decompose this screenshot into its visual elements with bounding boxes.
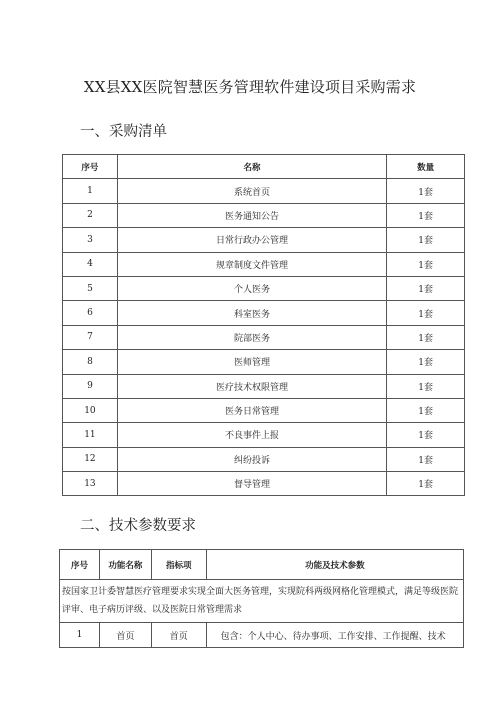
table-row bbox=[63, 325, 465, 349]
header-index: 序号 bbox=[63, 155, 118, 179]
cell-quantity: 1套 bbox=[387, 252, 465, 276]
header-quantity: 数量 bbox=[387, 155, 465, 179]
cell-quantity: 1套 bbox=[387, 374, 465, 398]
cell-quantity: 1套 bbox=[387, 350, 465, 374]
table-row bbox=[63, 423, 465, 447]
table-row bbox=[63, 398, 465, 422]
cell-index: 3 bbox=[63, 228, 118, 252]
cell-name: 医疗技术权限管理 bbox=[117, 374, 386, 398]
cell-index: 8 bbox=[63, 350, 118, 374]
cell-name: 院部医务 bbox=[117, 325, 386, 349]
cell-index: 5 bbox=[63, 276, 118, 300]
header-indicator: 指标项 bbox=[151, 550, 206, 580]
cell-index: 10 bbox=[63, 398, 118, 422]
cell-function-spec: 包含：个人中心、待办事项、工作安排、工作提醒、技术 bbox=[206, 623, 463, 648]
cell-name: 纠纷投诉 bbox=[117, 447, 386, 471]
header-index: 序号 bbox=[60, 550, 100, 580]
technical-params-table bbox=[59, 549, 464, 648]
cell-quantity: 1套 bbox=[387, 447, 465, 471]
cell-name: 医师管理 bbox=[117, 350, 386, 374]
cell-name: 不良事件上报 bbox=[117, 423, 386, 447]
cell-quantity: 1套 bbox=[387, 301, 465, 325]
table-row bbox=[63, 374, 465, 398]
section-heading-technical-params: 二、技术参数要求 bbox=[80, 518, 196, 534]
section-heading-procurement-list: 一、采购清单 bbox=[80, 124, 167, 140]
cell-index: 9 bbox=[63, 374, 118, 398]
cell-index: 12 bbox=[63, 447, 118, 471]
cell-index: 1 bbox=[63, 179, 118, 203]
cell-name: 医务通知公告 bbox=[117, 203, 386, 227]
document-title: XX县XX医院智慧医务管理软件建设项目采购需求 bbox=[83, 78, 417, 96]
cell-index: 6 bbox=[63, 301, 118, 325]
cell-name: 系统首页 bbox=[117, 179, 386, 203]
table-row bbox=[60, 623, 464, 648]
table-row bbox=[60, 580, 464, 623]
cell-function-name: 首页 bbox=[99, 623, 151, 648]
table-row bbox=[63, 228, 465, 252]
cell-index: 1 bbox=[60, 623, 100, 648]
cell-index: 4 bbox=[63, 252, 118, 276]
header-function-spec: 功能及技术参数 bbox=[206, 550, 463, 580]
cell-quantity: 1套 bbox=[387, 179, 465, 203]
cell-name: 督导管理 bbox=[117, 472, 386, 496]
cell-index: 13 bbox=[63, 472, 118, 496]
header-function-name: 功能名称 bbox=[99, 550, 151, 580]
cell-index: 11 bbox=[63, 423, 118, 447]
cell-quantity: 1套 bbox=[387, 228, 465, 252]
table-row bbox=[63, 252, 465, 276]
cell-name: 医务日常管理 bbox=[117, 398, 386, 422]
header-name: 名称 bbox=[117, 155, 386, 179]
cell-quantity: 1套 bbox=[387, 472, 465, 496]
table-row bbox=[63, 179, 465, 203]
requirement-description: 按国家卫计委智慧医疗管理要求实现全面大医务管理，实现院科两级网格化管理模式，满足等级医院评审、电子病历评级、以及医院日常管理需求 bbox=[60, 580, 464, 623]
table-row bbox=[63, 472, 465, 496]
procurement-list-table bbox=[62, 154, 465, 496]
cell-name: 个人医务 bbox=[117, 276, 386, 300]
cell-quantity: 1套 bbox=[387, 398, 465, 422]
table-row bbox=[63, 301, 465, 325]
cell-index: 2 bbox=[63, 203, 118, 227]
cell-quantity: 1套 bbox=[387, 276, 465, 300]
table-header-row bbox=[60, 550, 464, 580]
cell-indicator: 首页 bbox=[151, 623, 206, 648]
table-row bbox=[63, 203, 465, 227]
cell-quantity: 1套 bbox=[387, 325, 465, 349]
cell-name: 规章制度文件管理 bbox=[117, 252, 386, 276]
table-row bbox=[63, 350, 465, 374]
cell-name: 科室医务 bbox=[117, 301, 386, 325]
table-row bbox=[63, 447, 465, 471]
cell-quantity: 1套 bbox=[387, 203, 465, 227]
cell-quantity: 1套 bbox=[387, 423, 465, 447]
table-header-row bbox=[63, 155, 465, 179]
cell-index: 7 bbox=[63, 325, 118, 349]
cell-name: 日常行政办公管理 bbox=[117, 228, 386, 252]
table-row bbox=[63, 276, 465, 300]
